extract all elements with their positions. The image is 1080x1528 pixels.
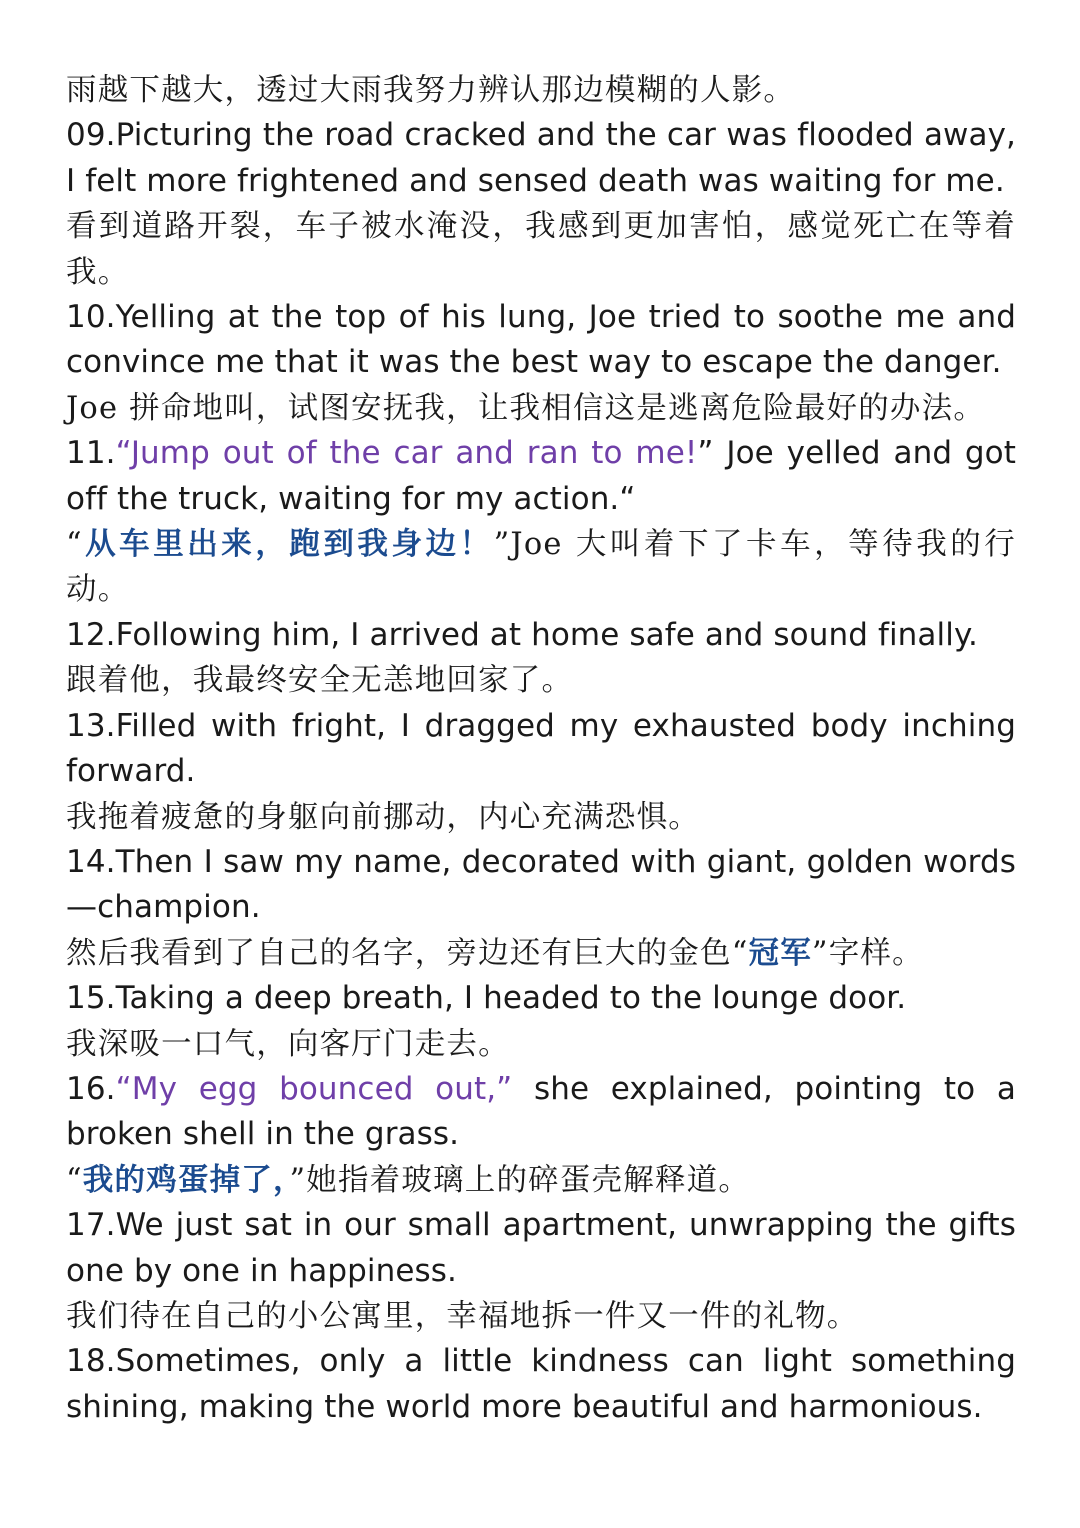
english-sentence-15: 15.Taking a deep breath, I headed to the lounge door. (66, 980, 907, 1017)
english-sentence-17: 17.We just sat in our small apartment, unwrapping the gifts one by one in happiness. (66, 1207, 1016, 1289)
chinese-translation-09: 看到道路开裂，车子被水淹没，我感到更加害怕，感觉死亡在等着我。 (66, 209, 1016, 290)
chinese-translation-17: 我们待在自己的小公寓里，幸福地拆一件又一件的礼物。 (66, 1298, 859, 1334)
open-quote: “ (66, 527, 83, 563)
chinese-translation-11 (66, 522, 1016, 613)
sentence-rest-zh: ”她指着玻璃上的碎蛋壳解释道。 (289, 1162, 751, 1198)
chinese-translation-15: 我深吸一口气，向客厅门走去。 (66, 1026, 510, 1062)
document-page (66, 68, 1016, 1430)
english-sentence-11 (66, 431, 1016, 522)
highlight-word-zh: 冠军 (748, 934, 812, 971)
chinese-translation-16 (66, 1158, 1016, 1203)
sentence-post-zh: ”字样。 (811, 935, 924, 971)
chinese-translation-10: Joe 拼命地叫，试图安抚我，让我相信这是逃离危险最好的办法。 (66, 390, 986, 426)
sentence-pre-zh: 然后我看到了自己的名字，旁边还有巨大的金色“ (66, 935, 749, 971)
sentence-rest: ” Joe yelled and got off the truck, waiting for my action.“ (66, 435, 1016, 517)
english-sentence-09: 09.Picturing the road cracked and the car was flooded away, I felt more frightened and sensed death was waiting for me. (66, 117, 1016, 199)
chinese-translation-14 (66, 931, 1016, 976)
english-sentence-13: 13.Filled with fright, I dragged my exhausted body inching forward. (66, 707, 1016, 790)
quoted-speech: “Jump out of the car and ran to me! (115, 435, 698, 472)
sentence-rest-zh: ”Joe 大叫着下了卡车，等待我的行动。 (66, 527, 1017, 608)
english-sentence-16 (66, 1067, 1016, 1158)
sentence-rest: she explained, pointing to a broken shell in the grass. (66, 1070, 1016, 1153)
chinese-translation-13: 我拖着疲惫的身躯向前挪动，内心充满恐惧。 (66, 799, 700, 835)
english-sentence-14: 14.Then I saw my name, decorated with giant, golden words—champion. (66, 843, 1016, 926)
english-sentence-12: 12.Following him, I arrived at home safe and sound finally. (66, 616, 978, 653)
english-sentence-10: 10.Yelling at the top of his lung, Joe tried to soothe me and convince me that it was the best way to escape the danger. (66, 299, 1016, 381)
english-sentence-18: 18.Sometimes, only a little kindness can light something shining, making the world more beautiful and harmonious. (66, 1343, 1016, 1425)
chinese-translation-12: 跟着他，我最终安全无恙地回家了。 (66, 663, 574, 699)
open-quote: “ (66, 1162, 83, 1198)
sentence-number: 16. (66, 1070, 116, 1107)
quoted-speech: “My egg bounced out,” (115, 1070, 513, 1107)
chinese-translation-08: 雨越下越大，透过大雨我努力辨认那边模糊的人影。 (66, 73, 796, 108)
quoted-speech-zh: 从车里出来，跑到我身边！ (82, 526, 494, 563)
quoted-speech-zh: 我的鸡蛋掉了， (82, 1161, 290, 1198)
sentence-number: 11. (66, 435, 116, 472)
